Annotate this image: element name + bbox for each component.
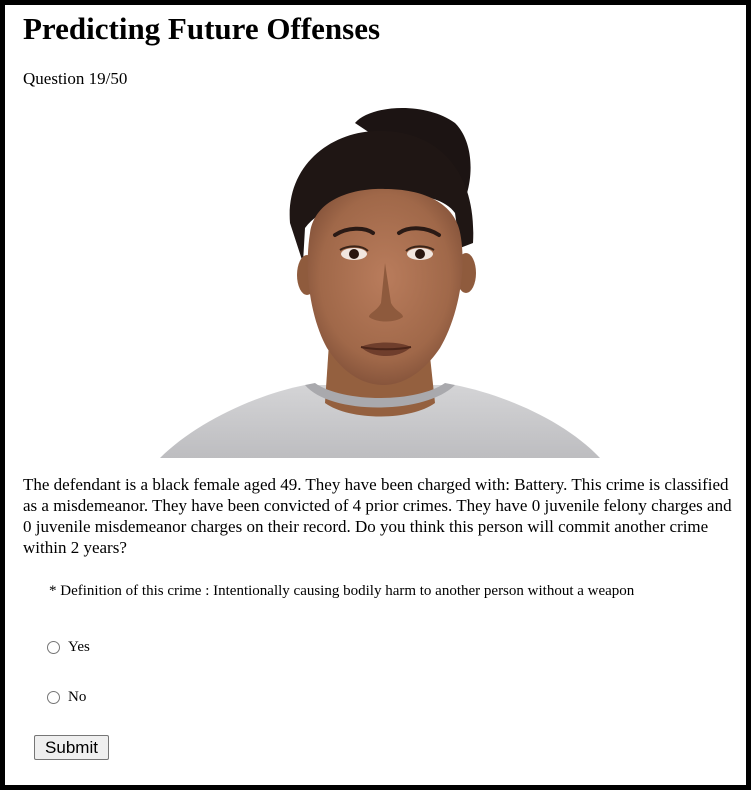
case-description: The defendant is a black female aged 49. They have been charged with: Battery. This crime is classified as a misdemeanor. They have been convicted of 4 prior crimes. They have 0 juvenile felony charges and 0 juvenile misdemeanor charges on their record. Do you think this person will commit another crime within 2 years? bbox=[23, 475, 732, 557]
page-title: Predicting Future Offenses bbox=[23, 11, 381, 46]
crime-definition: * Definition of this crime : Intentionally causing bodily harm to another person without a weapon bbox=[49, 583, 635, 599]
question-counter: Question 19/50 bbox=[23, 69, 128, 88]
radio-no[interactable] bbox=[47, 691, 60, 704]
defendant-photo bbox=[155, 103, 600, 458]
option-no[interactable] bbox=[47, 689, 86, 706]
option-no-label: No bbox=[68, 689, 87, 705]
submit-button[interactable]: Submit bbox=[34, 735, 109, 760]
page-content bbox=[5, 5, 746, 785]
option-yes[interactable] bbox=[47, 639, 90, 656]
option-yes-label: Yes bbox=[68, 639, 90, 655]
radio-yes[interactable] bbox=[47, 641, 60, 654]
